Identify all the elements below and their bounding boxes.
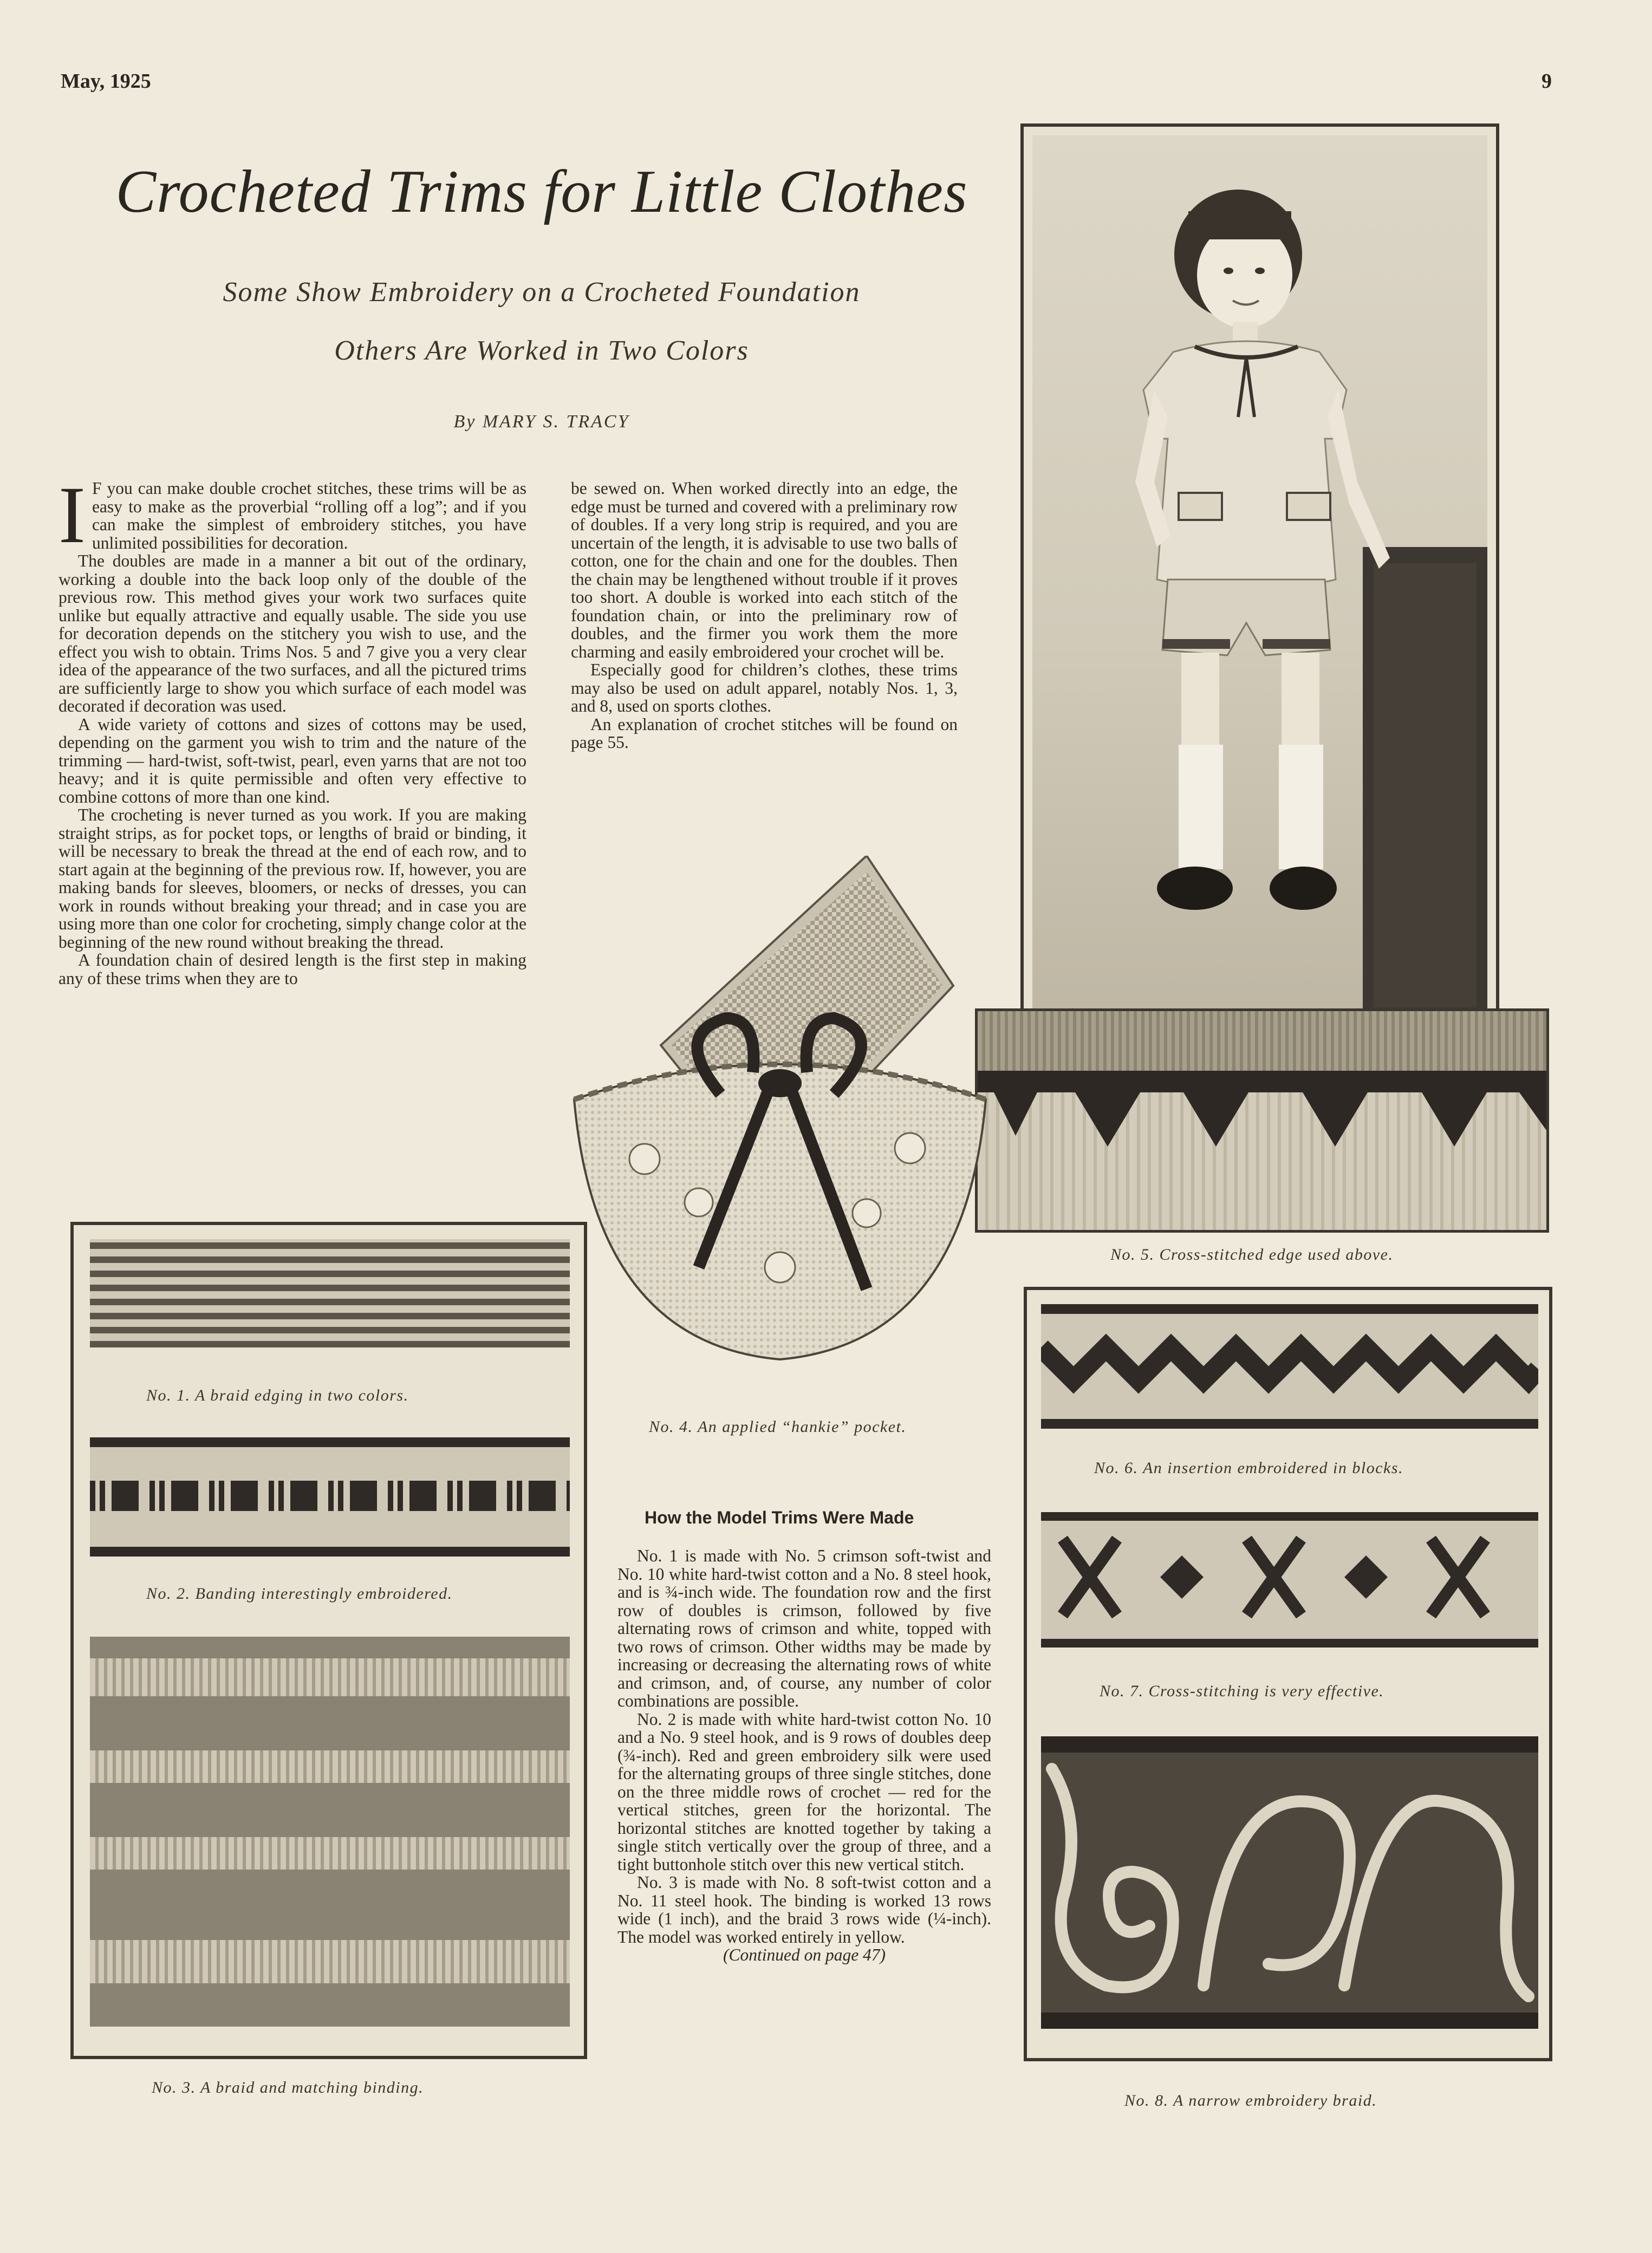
- no7-bottom-edge: [1041, 1639, 1538, 1648]
- caption-no4: No. 4. An applied “hankie” pocket.: [649, 1418, 907, 1436]
- no5-fringe: [978, 1011, 1546, 1076]
- body-column-2: [571, 479, 958, 752]
- model-trims-heading: How the Model Trims Were Made: [645, 1508, 914, 1527]
- no6-bottom-edge: [1041, 1419, 1538, 1429]
- figure-no8-image: [1041, 1736, 1538, 2029]
- no6-zigzag: [1041, 1331, 1538, 1402]
- figure-no2-image: [90, 1437, 570, 1557]
- intro-paragraph: [58, 470, 526, 560]
- caption-no5: No. 5. Cross-stitched edge used above.: [1110, 1246, 1394, 1264]
- paragraph: The crocheting is never turned as you work. If you are making straight strips, as for pocket tops, or lengths of braid or binding, it will be necessary to break the thread at the end of each row, and to start again at the beginning of the previous row. If, however, you are making bands for sleeves, bloomers, or necks of dresses, you can work in rounds without breaking your thread; and in case you are using more than one color for crocheting, simply change color at the beginning of the new round without breaking the thread.: [58, 805, 526, 952]
- girl-photo: [1020, 123, 1499, 1057]
- paragraph: No. 3 is made with No. 8 soft-twist cotton and a No. 11 steel hook. The binding is worked 13 rows wide (1 inch), and the braid 3 rows wide (¼-inch). The model was worked entirely in yellow.: [617, 1873, 991, 1946]
- figure-no6-image: [1041, 1304, 1538, 1429]
- figure-no3-image: [90, 1637, 570, 2027]
- caption-no7: No. 7. Cross-stitching is very effective.: [1100, 1682, 1384, 1700]
- article-subtitle-1: Some Show Embroidery on a Crocheted Foundation: [223, 277, 861, 308]
- caption-no1: No. 1. A braid edging in two colors.: [146, 1386, 409, 1404]
- paragraph: No. 1 is made with No. 5 crimson soft-twist and No. 10 white hard-twist cotton and a No. 8 steel hook, and is ¾-inch wide. The foundation row and the first row of doubles is crimson, followed by five alternating rows of crimson and white, topped with two rows of crimson. Other widths may be made by increasing or decreasing the alternating rows of white and crimson, and, of course, any number of color combinations are possible.: [617, 1546, 991, 1710]
- model-trims-column: [617, 1547, 991, 1964]
- no3-binding: [90, 1940, 570, 1983]
- intro-text: F you can make double crochet stitches, these trims will be as easy to make as the proverbial “rolling off a log”; and if you can make the simplest of embroidery stitches, you have unlimited possibilities for decoration.: [92, 479, 526, 552]
- paragraph: An explanation of crochet stitches will be found on page 55.: [571, 714, 958, 752]
- caption-no3: No. 3. A braid and matching binding.: [152, 2079, 424, 2096]
- no3-braid-1: [90, 1658, 570, 1696]
- no2-embroidery-row: [90, 1481, 570, 1511]
- no7-top-edge: [1041, 1512, 1538, 1521]
- no3-braid-2: [90, 1750, 570, 1783]
- drop-cap: I: [58, 470, 86, 560]
- photo-backdrop: [1032, 135, 1487, 1052]
- figures-1-3-panel: [70, 1222, 587, 2059]
- paragraph: The doubles are made in a manner a bit out of the ordinary, working a double into the back loop only of the double of the previous row. This method gives your work two surfaces quite unlike but equally attractive and equally usable. The side you use for decoration depends on the stitchery you wish to use, and the effect you wish to obtain. Trims Nos. 5 and 7 give you a very clear idea of the appearance of the two surfaces, and all the pictured trims are sufficiently large to show you which surface of each model was decorated if decoration was used.: [58, 551, 526, 715]
- no5-pattern: [978, 1071, 1546, 1168]
- caption-no2: No. 2. Banding interestingly embroidered.: [146, 1585, 453, 1603]
- paragraph: Especially good for children’s clothes, these trims may also be used on adult apparel, notably Nos. 1, 3, and 8, used on sports clothes.: [571, 660, 958, 715]
- figure-no7-image: [1041, 1512, 1538, 1648]
- figures-6-8-panel: [1024, 1287, 1552, 2061]
- paragraph: A wide variety of cottons and sizes of cottons may be used, depending on the garment you wish to trim and the nature of the trimming — hard-twist, soft-twist, pearl, even yarns that are not too heavy; and it is quite permissible and often very effective to combine cottons of more than one kind.: [58, 714, 526, 806]
- no7-crosses: [1041, 1534, 1538, 1626]
- no8-scroll-braid: [1041, 1736, 1538, 2029]
- no2-bottom-edge: [90, 1547, 570, 1557]
- no6-top-edge: [1041, 1304, 1538, 1314]
- caption-no6: No. 6. An insertion embroidered in blocks.: [1094, 1459, 1404, 1477]
- article-title: Crocheted Trims for Little Clothes: [115, 158, 968, 225]
- no3-braid-3: [90, 1837, 570, 1870]
- issue-date: May, 1925: [61, 70, 151, 93]
- figure-no5-image: [975, 1008, 1549, 1233]
- article-subtitle-2: Others Are Worked in Two Colors: [334, 335, 749, 366]
- continued-note: (Continued on page 47): [723, 1945, 886, 1964]
- caption-no8: No. 8. A narrow embroidery braid.: [1124, 2092, 1377, 2109]
- paragraph: be sewed on. When worked directly into an edge, the edge must be turned and covered with a preliminary row of doubles. If a very long strip is required, and you are uncertain of the length, it is advisable to use two balls of cotton, one for the chain and one for the doubles. Then the chain may be lengthened without trouble if it proves too short. A double is worked into each stitch of the foundation chain, or into the preliminary row of doubles, and the firmer you work them the more charming and easily embroidered your crochet will be.: [571, 479, 958, 661]
- body-column-1: [58, 470, 526, 988]
- page-number: 9: [1542, 70, 1552, 93]
- girl-figure-illustration: [1032, 135, 1487, 1052]
- figure-no4-image: [563, 856, 1007, 1408]
- byline: By MARY S. TRACY: [453, 412, 630, 432]
- paragraph: A foundation chain of desired length is the first step in making any of these trims when they are to: [58, 950, 526, 988]
- paragraph: No. 2 is made with white hard-twist cotton No. 10 and a No. 9 steel hook, and is 9 rows of doubles deep (¾-inch). Red and green embroidery silk were used for the alternating groups of three single stitches, done on the three middle rows of crochet — red for the vertical stitches, green for the horizontal. The horizontal stitches are knotted together by taking a single stitch vertically over the group of three, and a tight buttonhole stitch over this new vertical stitch.: [617, 1709, 991, 1874]
- figure-no1-image: [90, 1239, 570, 1347]
- no2-top-edge: [90, 1437, 570, 1447]
